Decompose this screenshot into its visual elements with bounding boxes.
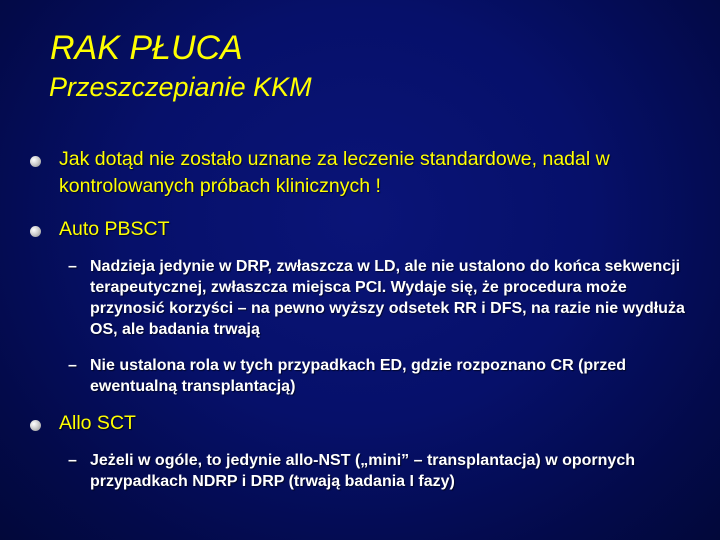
dash-icon: – xyxy=(68,258,77,275)
sub-bullet-text: Jeżeli w ogóle, to jedynie allo-NST („mini” – transplantacja) w opornych przypadkach NDRP i DRP (trwają badania I fazy) xyxy=(90,452,635,490)
bullet-text: Allo SCT xyxy=(59,412,136,434)
bullet-dot-icon xyxy=(30,226,41,237)
slide-subtitle: Przeszczepianie KKM xyxy=(49,72,312,102)
bullet-dot-icon xyxy=(30,420,41,431)
bullet-text: Jak dotąd nie zostało uznane za leczenie standardowe, nadal w kontrolowanych próbach klinicznych ! xyxy=(59,148,610,197)
dash-icon: – xyxy=(68,357,77,374)
bullet-text: Auto PBSCT xyxy=(59,218,170,240)
bullet-dot-icon xyxy=(30,156,41,167)
dash-icon: – xyxy=(68,452,77,469)
sub-bullet-text: Nie ustalona rola w tych przypadkach ED, gdzie rozpoznano CR (przed ewentualną transplantacją) xyxy=(90,357,627,395)
sub-bullet-text: Nadzieja jedynie w DRP, zwłaszcza w LD, ale nie ustalono do końca sekwencji terapeutycznej, zwłaszcza miejsca PCI. Wydaje się, że procedura może przynosić korzyści – na pewno wyższy odsetek RR i DFS, na razie nie wydłuża OS, ale badania trwają xyxy=(90,258,685,338)
slide-title: RAK PŁUCA xyxy=(50,29,243,67)
